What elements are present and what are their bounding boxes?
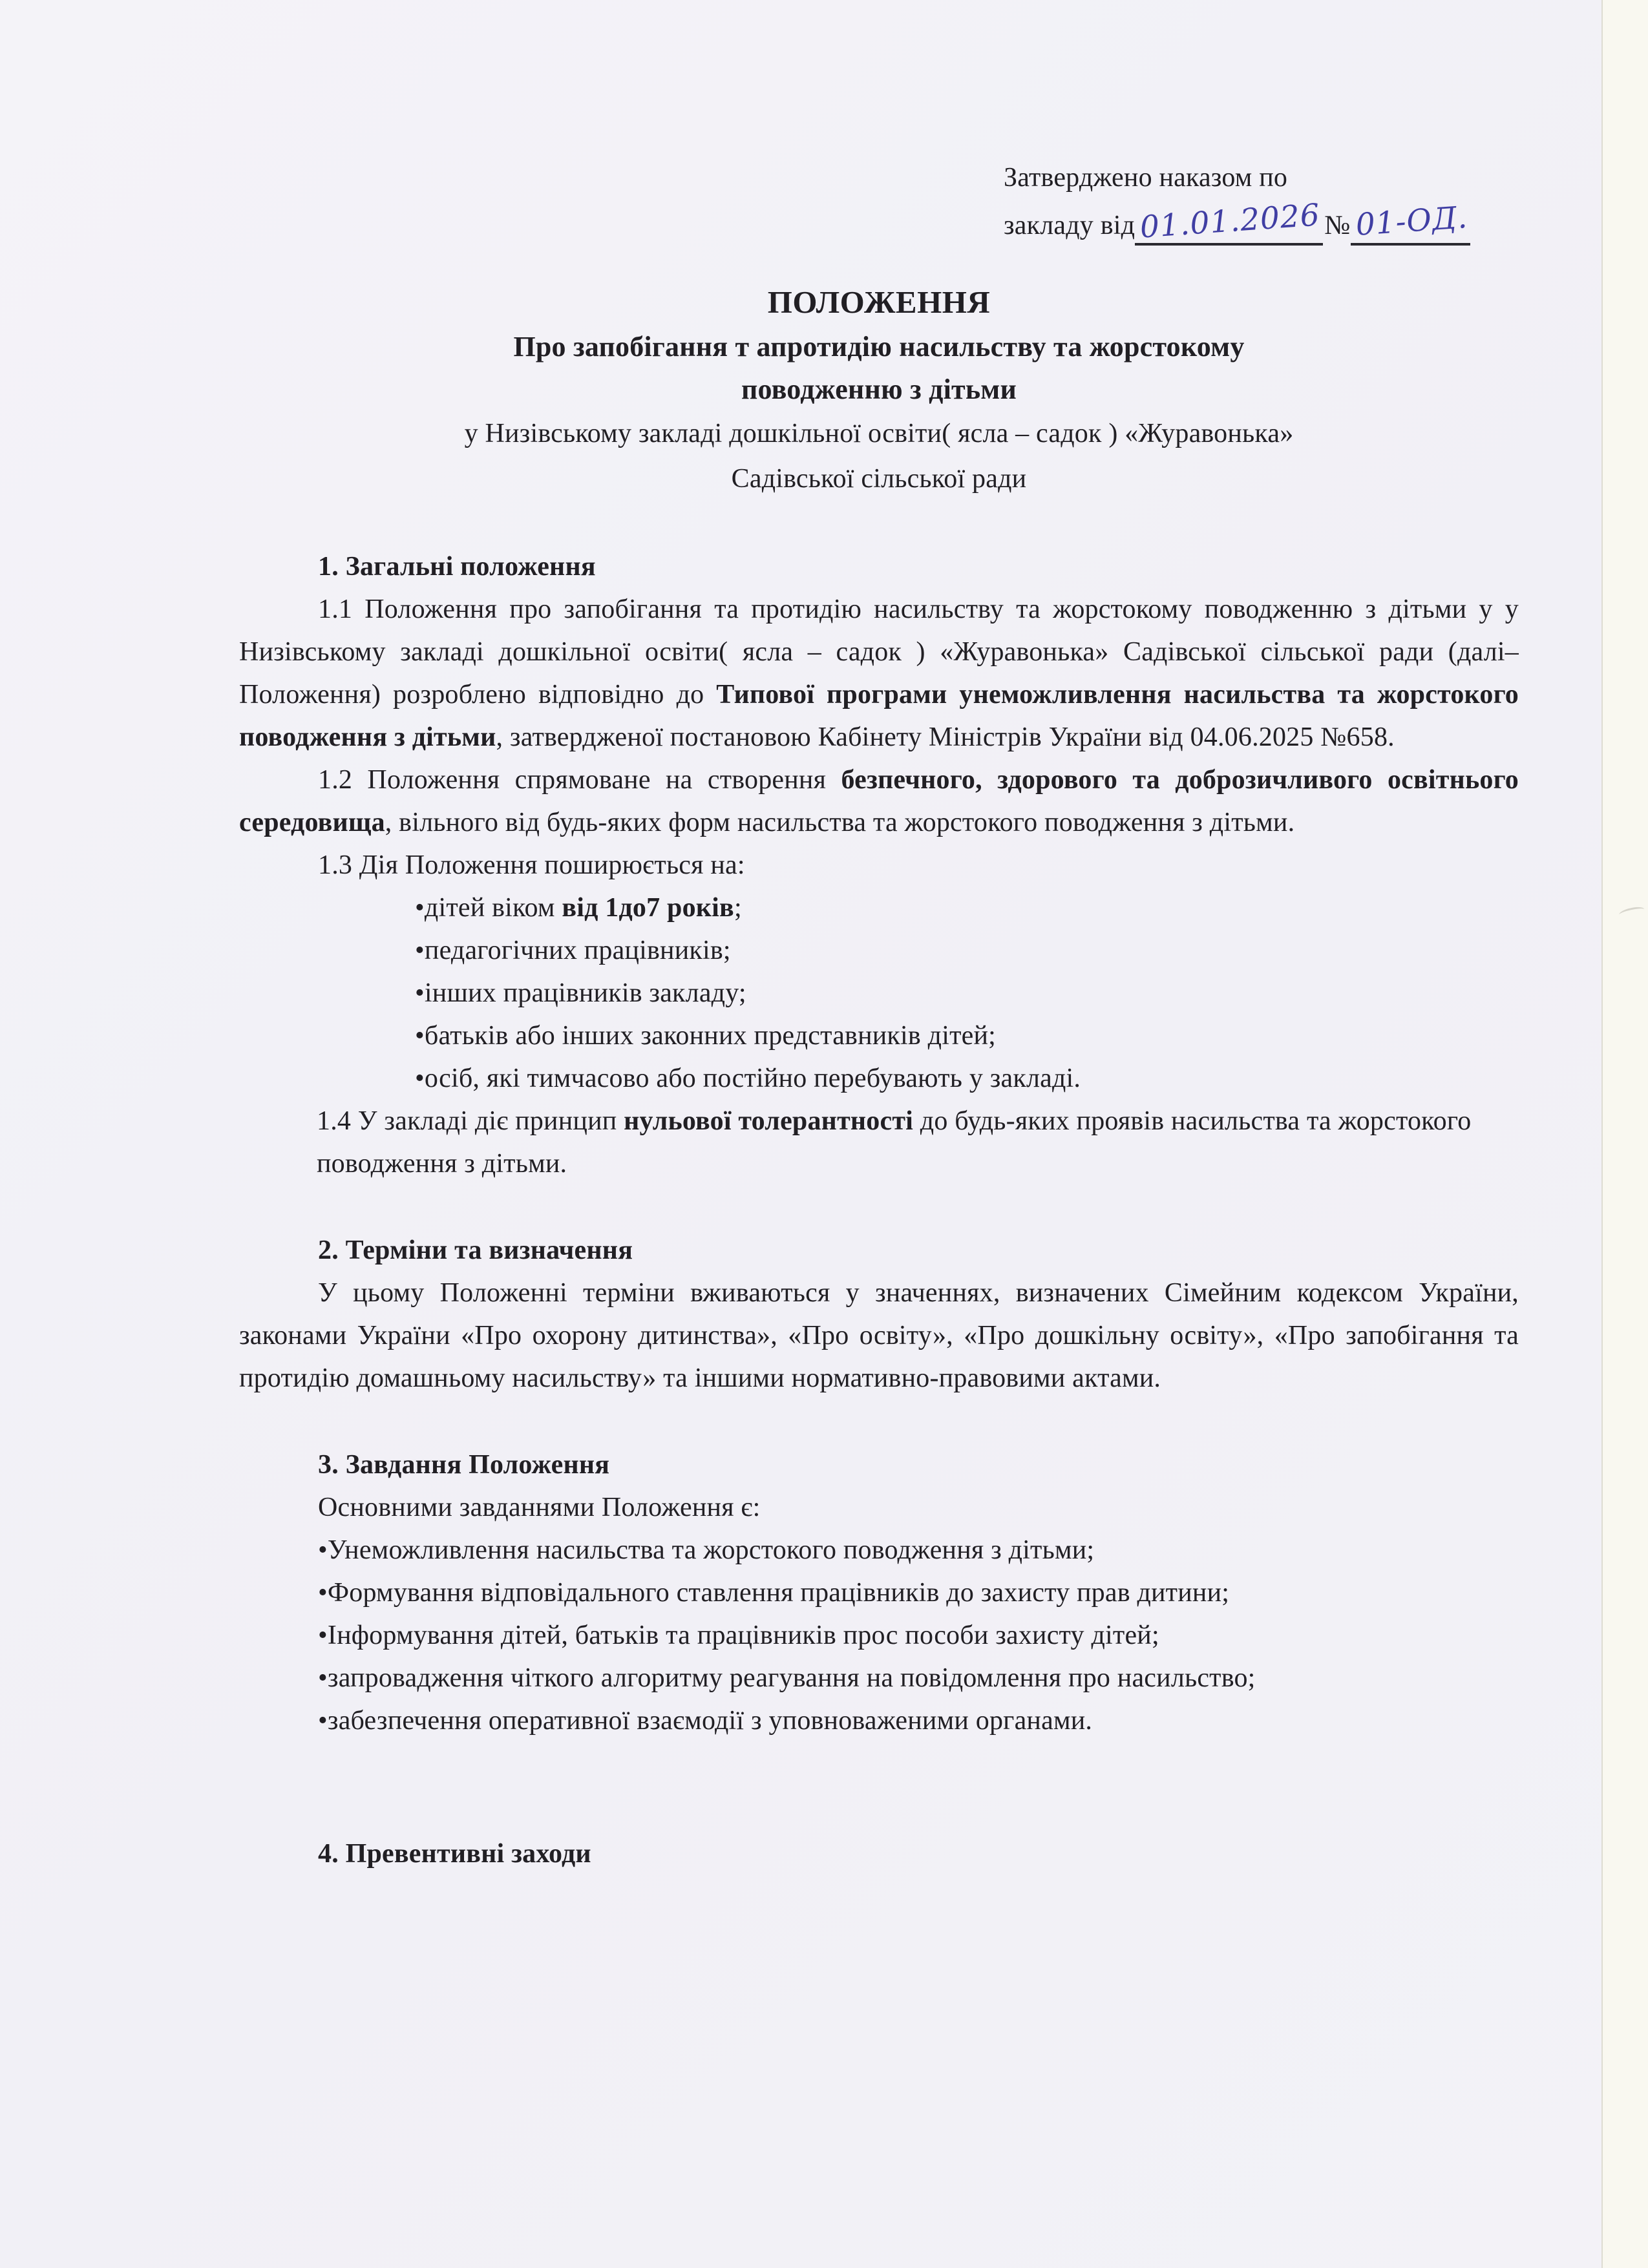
list-item-text: батьків або інших законних представників дітей; [424,1021,997,1051]
paragraph-1-4 [317,1100,1519,1185]
approval-date-underline [1135,197,1323,246]
list-item-tail: ; [734,893,742,923]
paragraph-1-2-text: 1.2 Положення спрямоване на створення [318,765,841,795]
approval-number-underline [1351,200,1470,246]
paragraph-1-1-tail: , затвердженої постановою Кабінету Міністрів України від 04.06.2025 №658. [496,722,1395,752]
list-item-text: дітей віком [424,893,562,923]
list-item-text: педагогічних працівників; [424,936,731,965]
paragraph-2-1: У цьому Положенні терміни вживаються у значеннях, визначених Сімейним кодексом України, законами України «Про охорону дитинства», «Про освіту», «Про дошкільну освіту», «Про запобігання та протидію домашньому насильству» та іншими нормативно-правовими актами. [239,1278,1519,1393]
paragraph-1-4-bold: нульової толерантності [624,1106,914,1136]
document-content [239,0,1519,1875]
list-item-text: інших працівників закладу; [424,978,746,1008]
section-3-intro: Основними завданнями Положення є: [318,1493,761,1522]
handwritten-order-number: 01-ОД. [1354,200,1469,243]
institution-line-1: у Низівському закладі дошкільної освіти( ясла – садок ) «Журавонька» [464,419,1294,448]
list-item: • запровадження чіткого алгоритму реагування на повідомлення про насильство; [339,1657,1419,1699]
doc-subtitle-line-2: поводженню з дітьми [741,373,1017,405]
scope-bullet-list [239,887,1519,1100]
paragraph-1-1-text: 1.1 Положення про запобігання та протидію насильству та жорстокому поводженню з дітьми у у Низівському закладі дошкільної освіти( ясла – садок ) «Журавонька» Садівської сільської ради (далі–Положення) розроблено відповідно до [239,594,1519,709]
institution-line-2: Садівської сільської ради [731,464,1027,494]
list-item [415,929,1519,972]
list-item-text: осіб, які тимчасово або постійно перебувають у закладі. [424,1064,1081,1093]
approval-block [1004,0,1519,249]
list-item: • Інформування дітей, батьків та працівників прос пособи захисту дітей; [239,1614,1519,1657]
list-item: • забезпечення оперативної взаємодії з уповноваженими органами. [239,1699,1519,1742]
list-item [415,972,1519,1014]
approval-line-2-prefix: закладу від [1004,211,1136,240]
doc-title: ПОЛОЖЕННЯ [767,284,991,320]
paragraph-1-4-tail: до будь-яких проявів насильства та жорстокого поводження з дітьми. [317,1106,1472,1179]
list-item [415,887,1519,929]
approval-line-1: Затверджено наказом по [1004,163,1288,193]
scan-edge-strip [1601,0,1648,2268]
handwritten-date: 01.01.2026 [1139,197,1322,246]
list-item-bold: від 1до7 років [562,893,734,923]
paragraph-1-1-bold: Типової програми унеможливлення насильства та жорстокого поводження з дітьми [239,680,1519,752]
section-3-heading: 3. Завдання Положення [318,1450,610,1480]
paragraph-1-2 [239,759,1519,844]
section-2-heading: 2. Терміни та визначення [318,1235,633,1265]
paragraph-1-2-bold: безпечного, здорового та доброзичливого освітнього середовища [239,765,1519,837]
tasks-bullet-list [239,1529,1519,1742]
paragraph-1-4-text: 1.4 У закладі діє принцип [317,1106,624,1136]
section-1-heading: 1. Загальні положення [318,552,596,582]
paragraph-1-1 [239,588,1519,759]
approval-line-2 [1004,197,1519,249]
paragraph-1-2-tail: , вільного від будь-яких форм насильства та жорстокого поводження з дітьми. [385,808,1295,837]
numero-sign: № [1324,211,1351,240]
list-item: • Формування відповідального ставлення працівників до захисту прав дитини; [239,1571,1519,1614]
doc-subtitle-line-1: Про запобігання т апротидію насильству та жорстокому [513,331,1245,362]
list-item [415,1057,1519,1100]
section-4-heading: 4. Превентивні заходи [318,1839,591,1869]
title-block [239,279,1519,501]
list-item [415,1014,1519,1057]
paragraph-1-3: 1.3 Дія Положення поширюється на: [318,850,745,880]
list-item: • Унеможливлення насильства та жорстокого поводження з дітьми; [239,1529,1519,1571]
